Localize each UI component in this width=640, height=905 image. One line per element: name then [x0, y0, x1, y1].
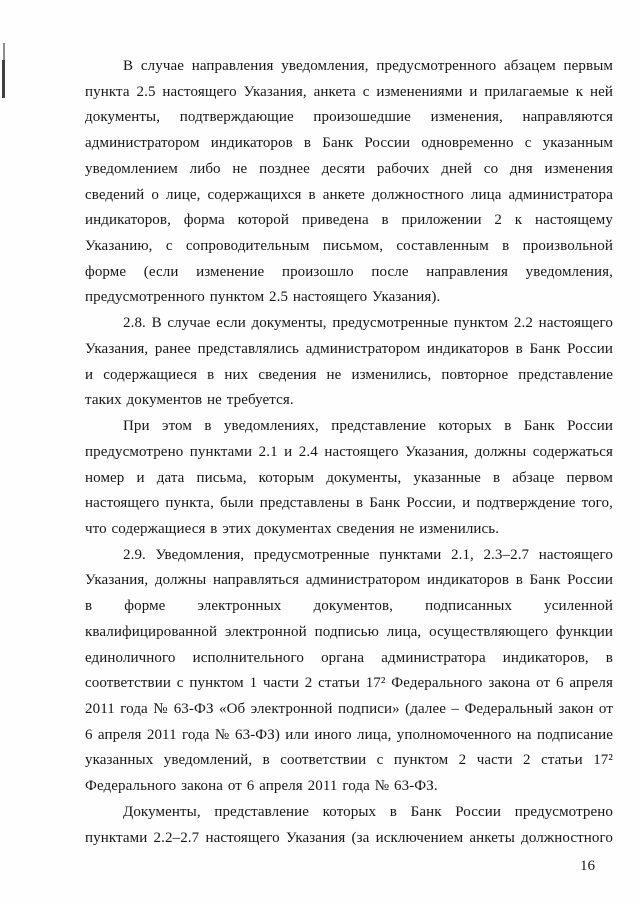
text-block: [85, 54, 613, 851]
text-line: Федерального закона от 6 апреля 2011 года № 63-ФЗ.: [85, 778, 438, 795]
text-line: 2.8. В случае если документы, предусмотренные пунктом 2.2 настоящего: [123, 315, 613, 332]
text-line: Указания, ранее представлялись администратором индикаторов в Банк России: [85, 340, 613, 357]
scan-artifact-line-dark: [2, 60, 5, 98]
text-line: что содержащиеся в этих документах сведения не изменились.: [85, 520, 500, 537]
text-line: 2.9. Уведомления, предусмотренные пунктами 2.1, 2.3–2.7 настоящего: [123, 546, 613, 563]
text-line: документы, подтверждающие произошедшие изменения, направляются: [85, 109, 613, 126]
text-line: сведений о лице, содержащихся в анкете должностного лица администратора: [85, 186, 613, 203]
text-line: предусмотрено пунктами 2.1 и 2.4 настоящего Указания, должны содержаться: [85, 443, 613, 460]
text-line: и содержащиеся в них сведения не изменились, повторное представление: [85, 366, 613, 383]
text-line: квалифицированной электронной подписью лица, осуществляющего функции: [85, 623, 613, 640]
text-line: Указанию, с сопроводительным письмом, составленным в произвольной: [85, 238, 613, 255]
text-line: администратором индикаторов в Банк России одновременно с указанным: [85, 135, 613, 152]
text-line: Документы, представление которых в Банк России предусмотрено: [123, 803, 613, 820]
text-line: таких документов не требуется.: [85, 392, 294, 409]
text-line: пунктами 2.2–2.7 настоящего Указания (за исключением анкеты должностного: [85, 829, 613, 846]
text-line: указанных уведомлений, в соответствии с пунктом 2 части 2 статьи 17²: [85, 752, 613, 769]
text-line: 2011 года № 63-ФЗ «Об электронной подписи» (далее – Федеральный закон от: [85, 700, 613, 717]
text-line: настоящего пункта, были представлены в Банк России, и подтверждение того,: [85, 495, 613, 512]
text-line: форме (если изменение произошло после направления уведомления,: [85, 263, 613, 280]
text-line: номер и дата письма, которым документы, указанные в абзаце первом: [85, 469, 613, 486]
text-line: в форме электронных документов, подписанных усиленной: [85, 598, 613, 615]
scan-artifact-line-light: [3, 43, 5, 60]
text-line: 6 апреля 2011 года № 63-ФЗ) или иного лица, уполномоченного на подписание: [85, 726, 613, 743]
text-line: Указания, должны направляться администратором индикаторов в Банк России: [85, 572, 613, 589]
text-line: предусмотренного пунктом 2.5 настоящего Указания).: [85, 289, 441, 306]
text-line: уведомлением либо не позднее десяти рабочих дней со дня изменения: [85, 160, 613, 177]
page-number: 16: [580, 858, 595, 874]
text-line: индикаторов, форма которой приведена в приложении 2 к настоящему: [85, 212, 613, 229]
text-line: В случае направления уведомления, предусмотренного абзацем первым: [123, 58, 613, 74]
text-line: соответствии с пунктом 1 части 2 статьи 17² Федерального закона от 6 апреля: [85, 675, 613, 692]
text-line: единоличного исполнительного органа администратора индикаторов, в: [85, 649, 613, 666]
text-line: пункта 2.5 настоящего Указания, анкета с изменениями и прилагаемые к ней: [85, 83, 613, 100]
text-line: При этом в уведомлениях, представление которых в Банк России: [123, 418, 613, 435]
